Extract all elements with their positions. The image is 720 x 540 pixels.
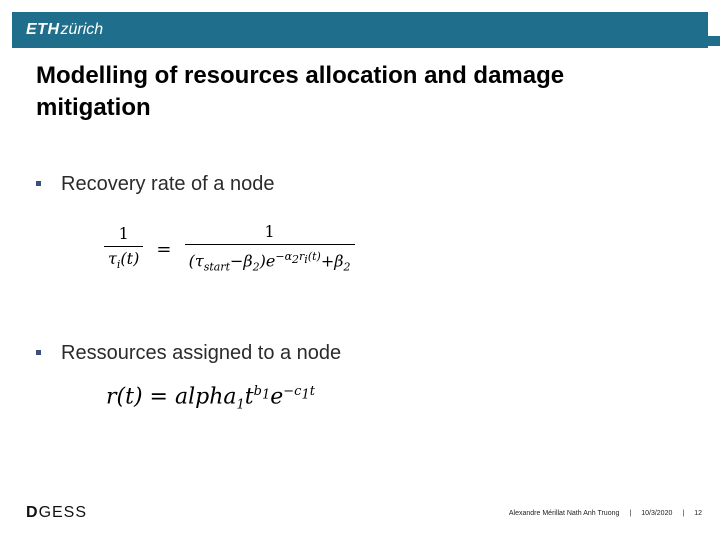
footer-date: 10/3/2020 — [641, 510, 673, 517]
header-bar — [12, 12, 708, 48]
bullet-text: Ressources assigned to a node — [61, 342, 342, 364]
header-bar-notch — [708, 36, 720, 46]
eth-zurich-logo — [26, 21, 103, 39]
formula-rhs-fraction: $\frac{1}{(\tau_{start}-\beta_2)e^{-\alpha_2r_i(t)}+\beta_2}$ — [185, 222, 355, 278]
footer-authors: Alexandre Mérillat Nath Anh Truong — [508, 510, 620, 517]
logo-eth-text: ETH — [26, 21, 60, 38]
slide-title: Modelling of resources allocation and damage mitigation — [36, 62, 565, 121]
footer-info: Alexandre Mérillat Nath Anh Truong | 10/3/2020 | 12 — [508, 510, 702, 517]
recovery-rate-formula: $\frac{1}{\tau_i(t)}$ = $\frac{1}{(\tau_{start}-\beta_2)e^{-\alpha_2r_i(t)}+\beta_2}$ — [104, 222, 355, 278]
dgess-logo: DGESS — [26, 504, 88, 521]
bullet-icon — [36, 350, 41, 355]
resources-formula: $r(t) = alpha_1t^{b_1}e^{-c_1t}$ — [106, 384, 315, 413]
bullet-text: Recovery rate of a node — [61, 173, 275, 195]
bullet-item-resources-assigned — [36, 341, 341, 365]
footer-page-number: 12 — [694, 510, 702, 517]
formula-lhs-fraction: $\frac{1}{\tau_i(t)}$ — [104, 224, 143, 275]
bullet-icon — [36, 181, 41, 186]
bullet-item-recovery-rate — [36, 172, 274, 196]
logo-zurich-text: zürich — [60, 21, 104, 38]
